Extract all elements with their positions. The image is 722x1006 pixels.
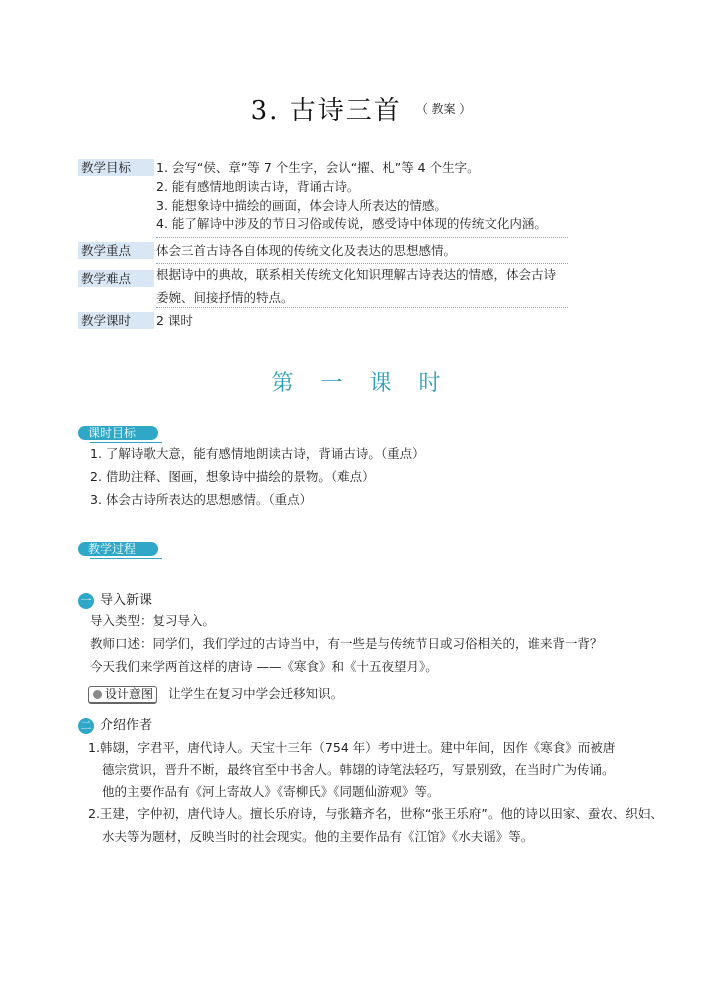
design-intent-badge xyxy=(88,686,157,704)
hours-label: 教学课时 xyxy=(78,312,154,329)
key-text: 体会三首古诗各自体现的传统文化及表达的思想感情。 xyxy=(156,243,457,258)
title-main: 3. 古诗三首 xyxy=(250,96,402,126)
process-label: 教学过程 xyxy=(78,542,158,556)
section-two-line-2: 德宗赏识，晋升不断，最终官至中书舍人。韩翃的诗笔法轻巧，写景别致，在当时广为传诵。 xyxy=(102,762,615,777)
divider xyxy=(156,307,568,308)
section-one-line-1: 导入类型：复习导入。 xyxy=(90,613,216,628)
lesson-title: 第 一 课 时 xyxy=(271,371,451,396)
section-one-line-3: 今天我们来学两首这样的唐诗 ——《寒食》和《十五夜望月》。 xyxy=(90,659,438,674)
objective-3: 3. 能想象诗中描绘的画面，体会诗人所表达的情感。 xyxy=(156,198,447,213)
design-intent-text: 让学生在复习中学会迁移知识。 xyxy=(168,686,344,701)
objective-4: 4. 能了解诗中涉及的节日习俗或传说，感受诗中体现的传统文化内涵。 xyxy=(156,216,547,231)
key-label: 教学重点 xyxy=(78,242,154,259)
section-two-line-3: 他的主要作品有《河上寄故人》《寄柳氏》《同题仙游观》等。 xyxy=(102,784,440,799)
document-title xyxy=(0,90,722,127)
section-one-line-2: 教师口述：同学们，我们学过的古诗当中，有一些是与传统节日或习俗相关的，谁来背一背？ xyxy=(90,636,603,651)
title-subtitle: （ 教案 ） xyxy=(415,102,472,116)
objectives-label: 教学目标 xyxy=(78,159,154,176)
difficulty-line-2: 委婉、间接抒情的特点。 xyxy=(156,290,294,305)
design-intent xyxy=(88,683,343,700)
section-two-line-4: 2.王建，字仲初，唐代诗人。擅长乐府诗，与张籍齐名，世称“张王乐府”。他的诗以田家、蚕农、织妇、 xyxy=(88,806,663,821)
design-intent-label: 设计意图 xyxy=(105,687,154,701)
section-one-number: 一 xyxy=(78,593,94,609)
section-two-line-5: 水夫等为题材，反映当时的社会现实。他的主要作品有《江馆》《水夫谣》等。 xyxy=(102,829,534,844)
target-2: 2. 借助注释、图画，想象诗中描绘的景物。（难点） xyxy=(90,469,375,484)
section-two-number: 二 xyxy=(78,718,94,734)
objective-2: 2. 能有感情地朗读古诗，背诵古诗。 xyxy=(156,179,360,194)
bullet-icon xyxy=(93,690,102,699)
section-two-title: 介绍作者 xyxy=(100,718,153,733)
targets-label: 课时目标 xyxy=(78,426,158,440)
difficulty-line-1: 根据诗中的典故，联系相关传统文化知识理解古诗表达的情感，体会古诗 xyxy=(156,267,557,282)
pill-underline xyxy=(90,442,162,443)
hours-text: 2 课时 xyxy=(156,313,193,328)
objective-1: 1. 会写“侯、章”等 7 个生字，会认“擢、札”等 4 个生字。 xyxy=(156,160,480,175)
divider xyxy=(156,237,568,238)
divider xyxy=(156,263,568,264)
target-1: 1. 了解诗歌大意，能有感情地朗读古诗，背诵古诗。（重点） xyxy=(90,446,425,461)
section-two-line-1: 1.韩翃，字君平，唐代诗人。天宝十三年（754 年）考中进士。建中年间，因作《寒食》而被唐 xyxy=(88,740,616,755)
target-3: 3. 体会古诗所表达的思想感情。（重点） xyxy=(90,492,313,507)
section-one-title: 导入新课 xyxy=(100,593,153,608)
difficulty-label: 教学难点 xyxy=(78,270,154,287)
pill-underline xyxy=(90,558,162,559)
